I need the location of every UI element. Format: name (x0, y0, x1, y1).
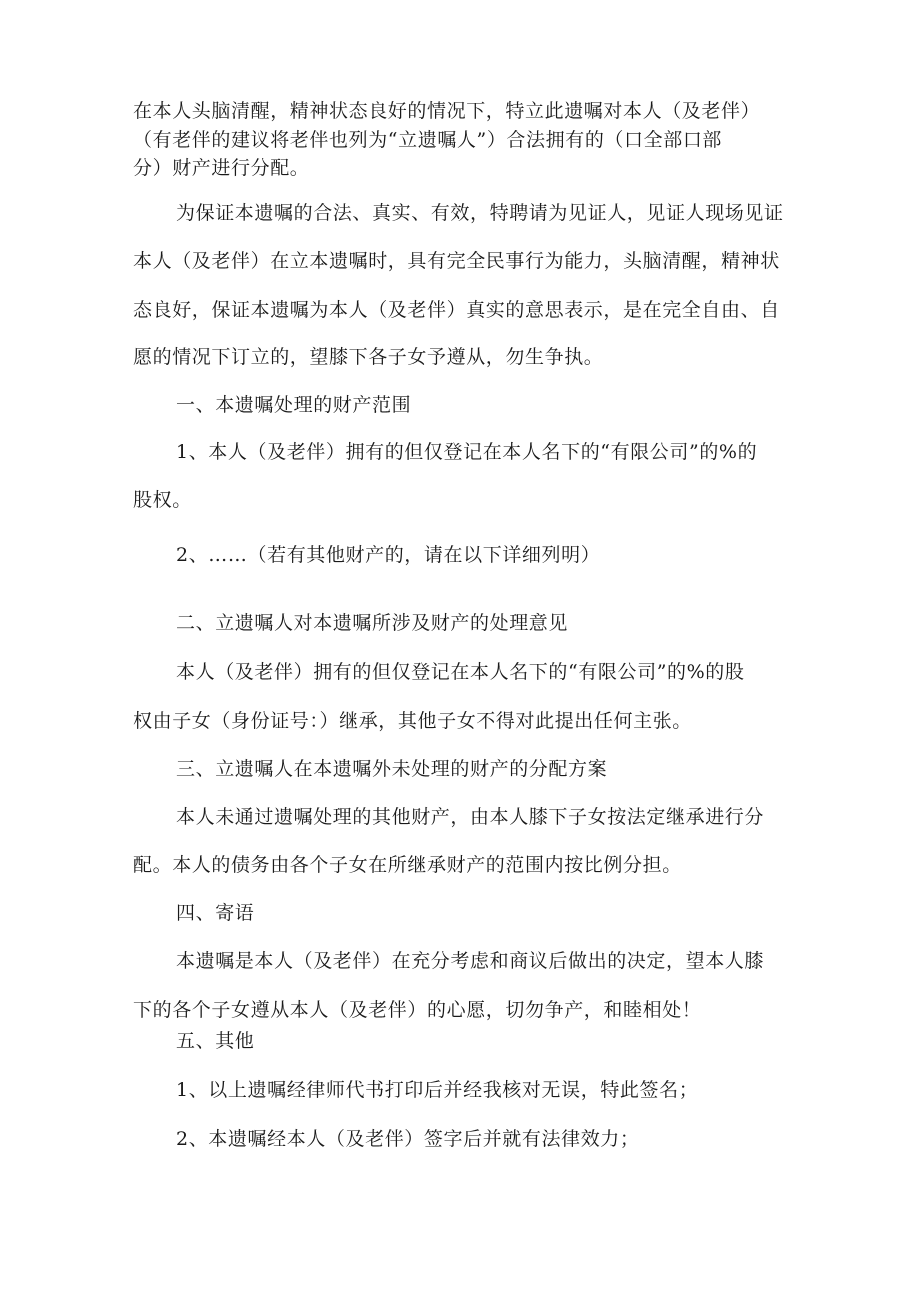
paragraph-intro-line-3: 分）财产进行分配。 (133, 157, 310, 179)
section-5-item-2: 2、本遗嘱经本人（及老伴）签字后并就有法律效力； (176, 1128, 640, 1150)
section-1-item-1-line-1: 1、本人（及老伴）拥有的但仅登记在本人名下的“有限公司”的%的 (176, 441, 758, 463)
section-5-item-1: 1、以上遗嘱经律师代书打印后并经我核对无误，特此签名； (176, 1079, 699, 1101)
section-4-line-2: 下的各个子女遵从本人（及老伴）的心愿，切勿争产，和睦相处！ (133, 999, 702, 1021)
section-2-line-2: 权由子女（身份证号：）继承，其他子女不得对此提出任何主张。 (133, 710, 692, 732)
section-2-line-1: 本人（及老伴）拥有的但仅登记在本人名下的“有限公司”的%的股 (176, 661, 745, 683)
section-heading-3: 三、立遗嘱人在本遗嘱外未处理的财产的分配方案 (176, 758, 608, 780)
paragraph-intro-line-1: 在本人头脑清醒，精神状态良好的情况下，特立此遗嘱对本人（及老伴） (133, 100, 761, 122)
paragraph-witness-line-1: 为保证本遗嘱的合法、真实、有效，特聘请为见证人，见证人现场见证 (176, 202, 784, 224)
section-3-line-1: 本人未通过遗嘱处理的其他财产，由本人膝下子女按法定继承进行分 (176, 806, 765, 828)
paragraph-witness-line-2: 本人（及老伴）在立本遗嘱时，具有完全民事行为能力，头脑清醒，精神状 (133, 250, 780, 272)
section-4-line-1: 本遗嘱是本人（及老伴）在充分考虑和商议后做出的决定，望本人膝 (176, 950, 765, 972)
section-heading-5: 五、其他 (176, 1030, 255, 1052)
paragraph-witness-line-3: 态良好，保证本遗嘱为本人（及老伴）真实的意思表示，是在完全自由、自 (133, 299, 780, 321)
section-heading-1: 一、本遗嘱处理的财产范围 (176, 394, 412, 416)
section-heading-2: 二、立遗嘱人对本遗嘱所涉及财产的处理意见 (176, 612, 569, 634)
section-heading-4: 四、寄语 (176, 902, 255, 924)
section-1-item-1-line-2: 股权。 (133, 489, 192, 511)
section-1-item-2: 2、……（若有其他财产的，请在以下详细列明） (176, 544, 601, 566)
section-3-line-2: 配。本人的债务由各个子女在所继承财产的范围内按比例分担。 (133, 854, 682, 876)
paragraph-witness-line-4: 愿的情况下订立的，望膝下各子女予遵从，勿生争执。 (133, 346, 604, 368)
paragraph-intro-line-2: （有老伴的建议将老伴也列为“立遗嘱人”）合法拥有的（口全部口部 (133, 129, 723, 151)
